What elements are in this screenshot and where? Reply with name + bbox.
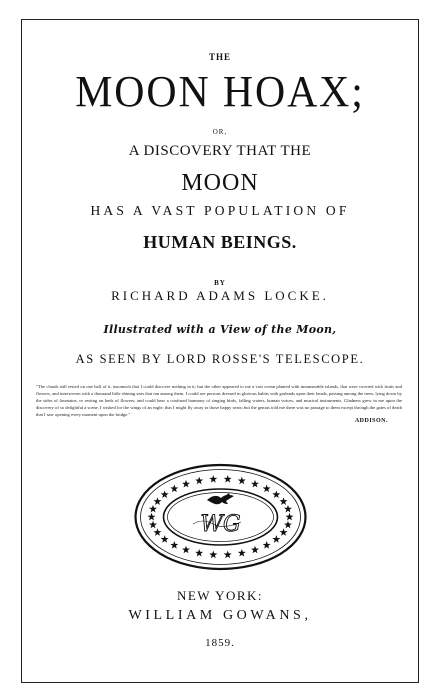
star-icon xyxy=(224,475,232,483)
author-name: RICHARD ADAMS LOCKE. xyxy=(111,288,329,303)
star-icon xyxy=(195,549,203,557)
star-icon xyxy=(153,497,161,505)
book-title: MOON HOAX; xyxy=(75,67,365,116)
emblem-monogram: WG xyxy=(200,512,241,537)
telescope-note: AS SEEN BY LORD ROSSE'S TELESCOPE. xyxy=(75,352,365,366)
star-icon xyxy=(148,513,156,521)
by-line: BY xyxy=(214,279,226,287)
publisher-name: WILLIAM GOWANS, xyxy=(128,608,312,623)
star-icon xyxy=(284,505,292,513)
publisher-city: NEW YORK: xyxy=(176,588,264,603)
star-icon xyxy=(149,505,157,513)
publication-year: 1859. xyxy=(205,637,235,649)
star-icon xyxy=(251,480,259,488)
subtitle-line-2: MOON xyxy=(181,170,259,196)
star-icon xyxy=(209,475,217,483)
star-icon xyxy=(263,541,271,549)
star-icon xyxy=(209,551,217,559)
star-icon xyxy=(149,521,157,529)
star-icon xyxy=(280,497,288,505)
star-icon xyxy=(161,535,169,543)
star-icon xyxy=(280,528,288,536)
star-icon xyxy=(286,513,294,521)
star-icon xyxy=(238,477,246,485)
star-icon xyxy=(195,477,203,485)
star-icon xyxy=(182,546,190,554)
title-or: OR, xyxy=(212,128,228,136)
subtitle-line-4: HUMAN BEINGS. xyxy=(143,232,297,252)
star-icon xyxy=(284,521,292,529)
star-icon xyxy=(238,549,246,557)
illustration-note: Illustrated with a View of the Moon, xyxy=(103,323,337,336)
star-icon xyxy=(170,485,178,493)
subtitle-line-3: HAS A VAST POPULATION OF xyxy=(90,203,350,218)
epigraph-attribution: ADDISON. xyxy=(354,418,388,424)
page-border xyxy=(21,19,419,683)
star-icon xyxy=(272,535,280,543)
epigraph: "The clouds still rested on one half of it, insomuch that I could discover nothing in it; but the other appeared to me a vast ocean planted with innumerable islands, that were covered with fruits and flowers, and interwoven with a thousand little shining seas that ran among them. I could see persons dressed in glorious habits with garlands upon their heads, passing among the trees, lying down by the sides of fountains, or resting on beds of flowers; and could hear a confused harmony of singing birds, falling waters, human voices, and musical instruments. Gladness grew in me upon the discovery of so delightful a scene. I wished for the wings of an eagle, that I might fly away to those happy seats; but the genius told me there was no passage to them except through the gates of death that I saw opening every moment upon the bridge." xyxy=(36,384,402,417)
star-icon xyxy=(182,480,190,488)
star-icon xyxy=(251,546,259,554)
star-icon xyxy=(272,490,280,498)
star-oval-emblem xyxy=(133,462,308,572)
star-icon xyxy=(161,490,169,498)
publisher-emblem xyxy=(133,462,308,572)
subtitle-line-1: A DISCOVERY THAT THE xyxy=(128,143,312,159)
title-article: THE xyxy=(208,52,231,62)
star-icon xyxy=(263,485,271,493)
star-icon xyxy=(170,541,178,549)
star-icon xyxy=(224,551,232,559)
eagle-icon xyxy=(207,493,234,504)
star-icon xyxy=(153,528,161,536)
